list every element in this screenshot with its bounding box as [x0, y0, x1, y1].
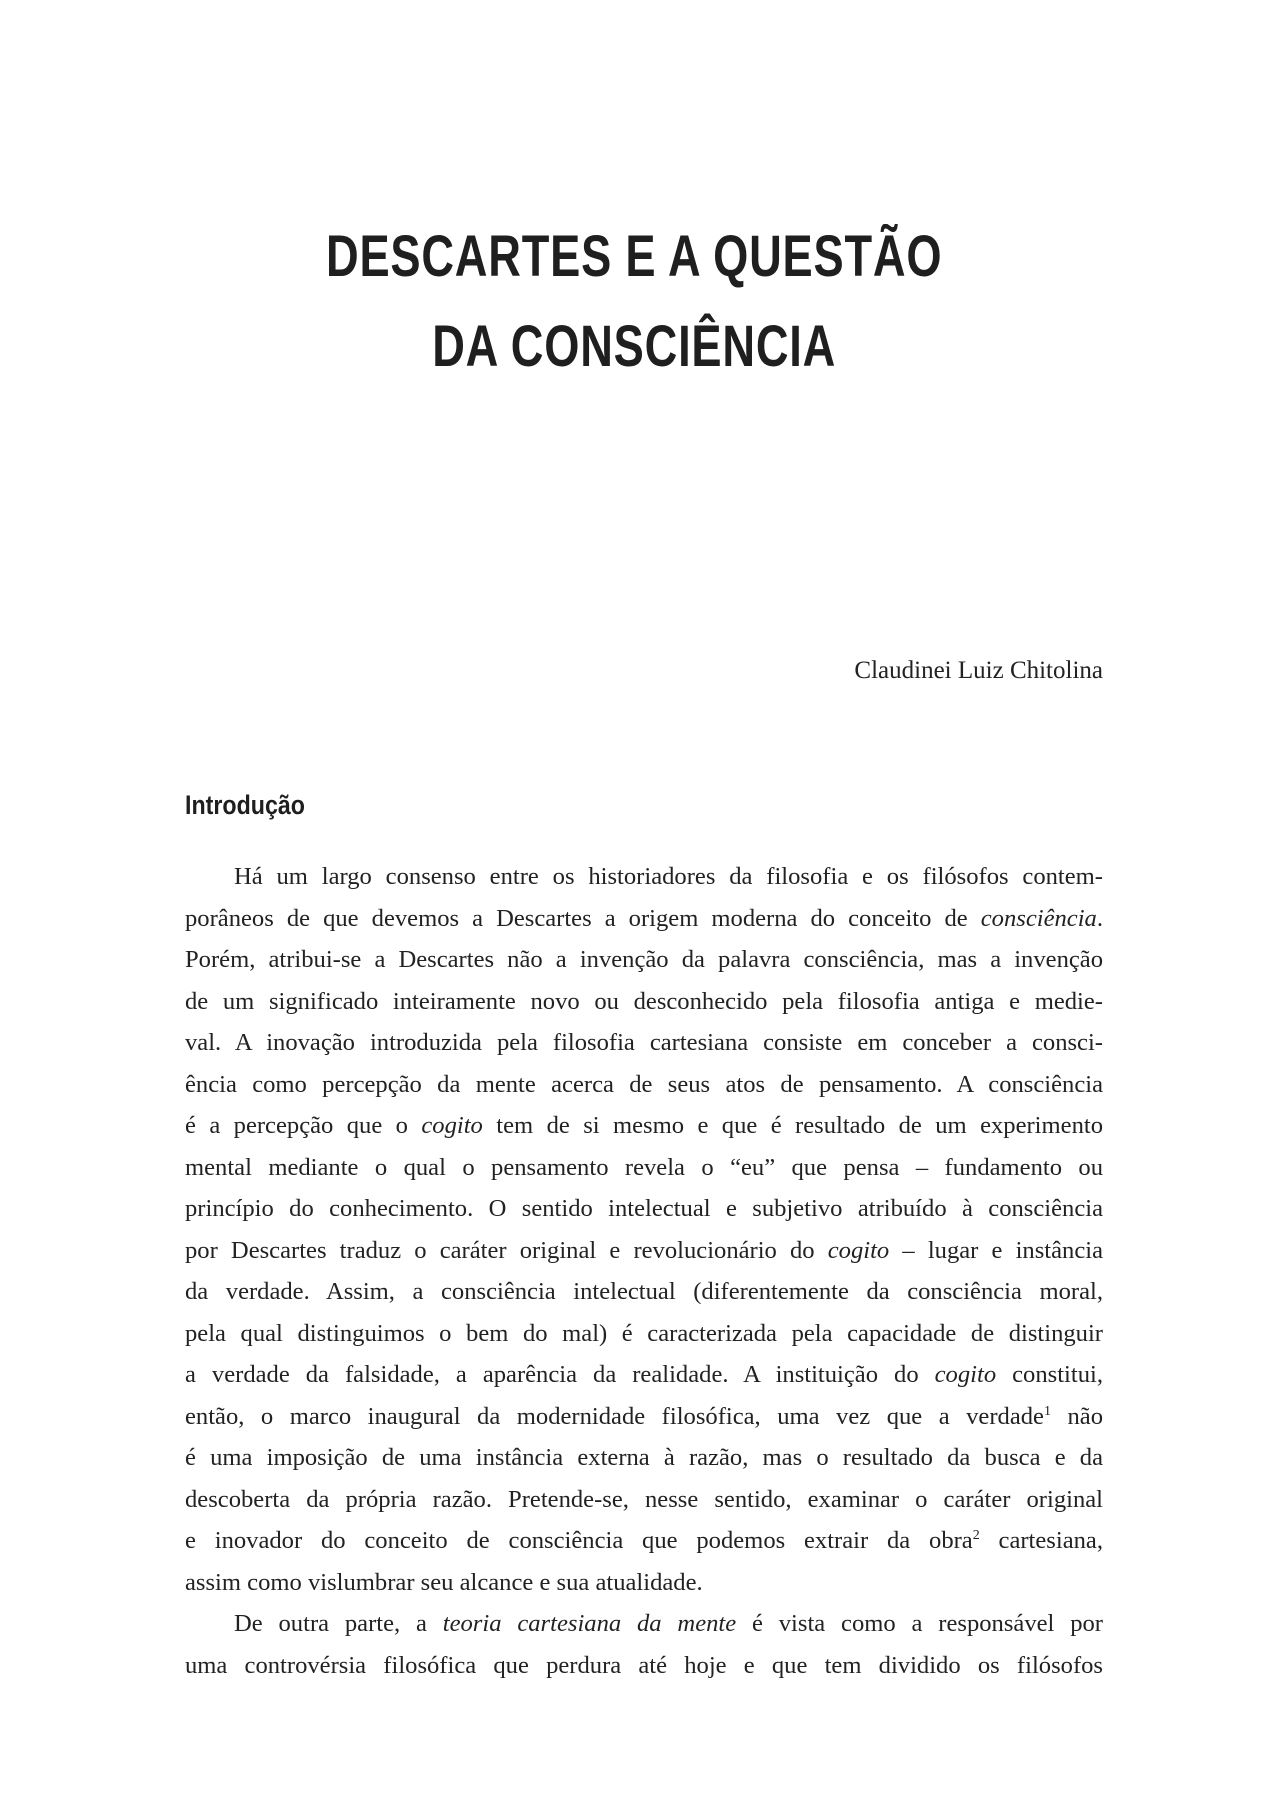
text-line: Porém, atribui-se a Descartes não a invenção da palavra consciência, mas a invenção: [185, 946, 1103, 973]
text-line: pela qual distinguimos o bem do mal) é caracterizada pela capacidade de distinguir: [185, 1319, 1103, 1347]
text-line: por Descartes traduz o caráter original e revolucionário do cogito – lugar e instância: [185, 1236, 1103, 1264]
text-line: uma controvérsia filosófica que perdura até hoje e que tem dividido os filósofos: [185, 1651, 1103, 1679]
italic-term: cogito: [827, 1236, 890, 1264]
text-line: é a percepção que o cogito tem de si mesmo e que é resultado de um experimento: [185, 1112, 1103, 1139]
text-line: porâneos de que devemos a Descartes a origem moderna do conceito de consciência.: [185, 904, 1103, 932]
italic-term: consciência: [980, 904, 1097, 932]
text-line: de um significado inteiramente novo ou desconhecido pela filosofia antiga e medie-: [185, 987, 1103, 1015]
paragraph-1: [185, 856, 1103, 1603]
footnote-ref-2[interactable]: 2: [972, 1528, 980, 1543]
text-line: é uma imposição de uma instância externa à razão, mas o resultado da busca e da: [185, 1444, 1103, 1471]
text-line: da verdade. Assim, a consciência intelectual (diferentemente da consciência moral,: [185, 1278, 1103, 1305]
italic-term: cogito: [421, 1112, 483, 1139]
chapter-title-line-1: DESCARTES E A QUESTÃO: [326, 224, 943, 289]
text-line: princípio do conhecimento. O sentido intelectual e subjetivo atribuído à consciência: [185, 1195, 1103, 1222]
chapter-title: [141, 212, 1128, 392]
author-name: Claudinei Luiz Chitolina: [854, 657, 1103, 684]
section-heading: Introdução: [185, 790, 305, 820]
text-line: De outra parte, a teoria cartesiana da mente é vista como a responsável por: [234, 1610, 1103, 1637]
text-line: e inovador do conceito de consciência que podemos extrair da obra$^2$ cartesiana,: [185, 1527, 1103, 1554]
text-line: a verdade da falsidade, a aparência da realidade. A instituição do cogito constitui,: [185, 1361, 1103, 1388]
text-line: ência como percepção da mente acerca de seus atos de pensamento. A consciência: [185, 1070, 1103, 1098]
paragraph-2: [185, 1603, 1103, 1686]
text-line: val. A inovação introduzida pela filosofia cartesiana consiste em conceber a consci-: [185, 1029, 1103, 1056]
text-line: então, o marco inaugural da modernidade filosófica, uma vez que a verdade$^1$ não: [185, 1402, 1103, 1430]
italic-term: cogito: [934, 1361, 997, 1388]
italic-term: teoria cartesiana da mente: [442, 1610, 737, 1637]
text-line: assim como vislumbrar seu alcance e sua atualidade.: [185, 1568, 703, 1596]
chapter-title-line-2: DA CONSCIÊNCIA: [432, 314, 837, 379]
text-line: mental mediante o qual o pensamento revela o “eu” que pensa – fundamento ou: [185, 1153, 1103, 1181]
text-line: descoberta da própria razão. Pretende-se, nesse sentido, examinar o caráter original: [185, 1485, 1103, 1513]
body-text: [185, 856, 1103, 1686]
text-line: Há um largo consenso entre os historiadores da filosofia e os filósofos contem-: [234, 863, 1103, 890]
footnote-ref-1[interactable]: 1: [1043, 1403, 1051, 1419]
